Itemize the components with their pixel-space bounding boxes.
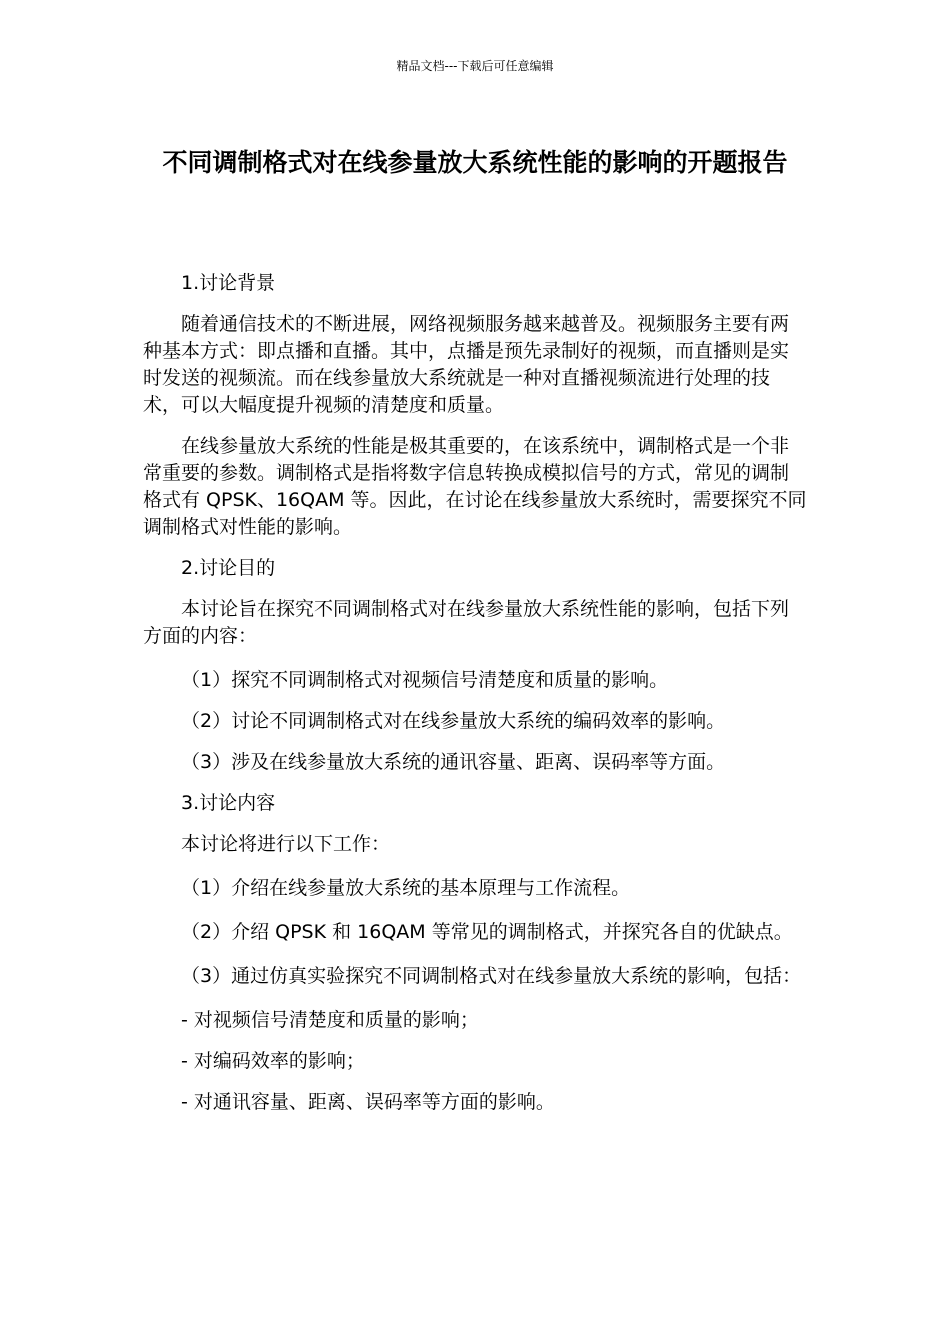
purpose-item-3: （3）涉及在线参量放大系统的通讯容量、距离、误码率等方面。 [181,751,726,773]
document-title: 不同调制格式对在线参量放大系统性能的影响的开题报告 [162,148,788,177]
section-heading-content: 3.讨论内容 [181,792,276,814]
section-heading-background: 1.讨论背景 [181,272,276,294]
section-heading-purpose: 2.讨论目的 [181,557,276,579]
content-bullet-3: - 对通讯容量、距离、误码率等方面的影响。 [181,1091,555,1113]
document-body [143,270,807,1116]
content-bullet-1: - 对视频信号清楚度和质量的影响； [181,1009,479,1031]
content-item-3: （3）通过仿真实验探究不同调制格式对在线参量放大系统的影响，包括： [181,965,802,987]
paragraph-purpose: 本讨论旨在探究不同调制格式对在线参量放大系统性能的影响，包括下列方面的内容： [143,598,790,647]
header-note: 精品文档---下载后可任意编辑 [396,59,554,73]
paragraph-background-1: 随着通信技术的不断进展，网络视频服务越来越普及。视频服务主要有两种基本方式：即点播和直播。其中，点播是预先录制好的视频，而直播则是实时发送的视频流。而在线参量放大系统就是一种对直播视频流进行处理的技术，可以大幅度提升视频的清楚度和质量。 [143,313,790,416]
purpose-item-2: （2）讨论不同调制格式对在线参量放大系统的编码效率的影响。 [181,710,726,732]
paragraph-background-2: 在线参量放大系统的性能是极其重要的，在该系统中，调制格式是一个非常重要的参数。调制格式是指将数字信息转换成模拟信号的方式，常见的调制格式有 QPSK、16QAM 等。因此，在讨论在线参量放大系统时，需要探究不同调制格式对性能的影响。 [143,435,807,538]
purpose-item-1: （1）探究不同调制格式对视频信号清楚度和质量的影响。 [181,669,669,691]
paragraph-content: 本讨论将进行以下工作： [181,833,391,855]
content-bullet-2: - 对编码效率的影响； [181,1050,365,1072]
content-item-2: （2）介绍 QPSK 和 16QAM 等常见的调制格式，并探究各自的优缺点。 [181,921,793,943]
content-item-1: （1）介绍在线参量放大系统的基本原理与工作流程。 [181,877,631,899]
